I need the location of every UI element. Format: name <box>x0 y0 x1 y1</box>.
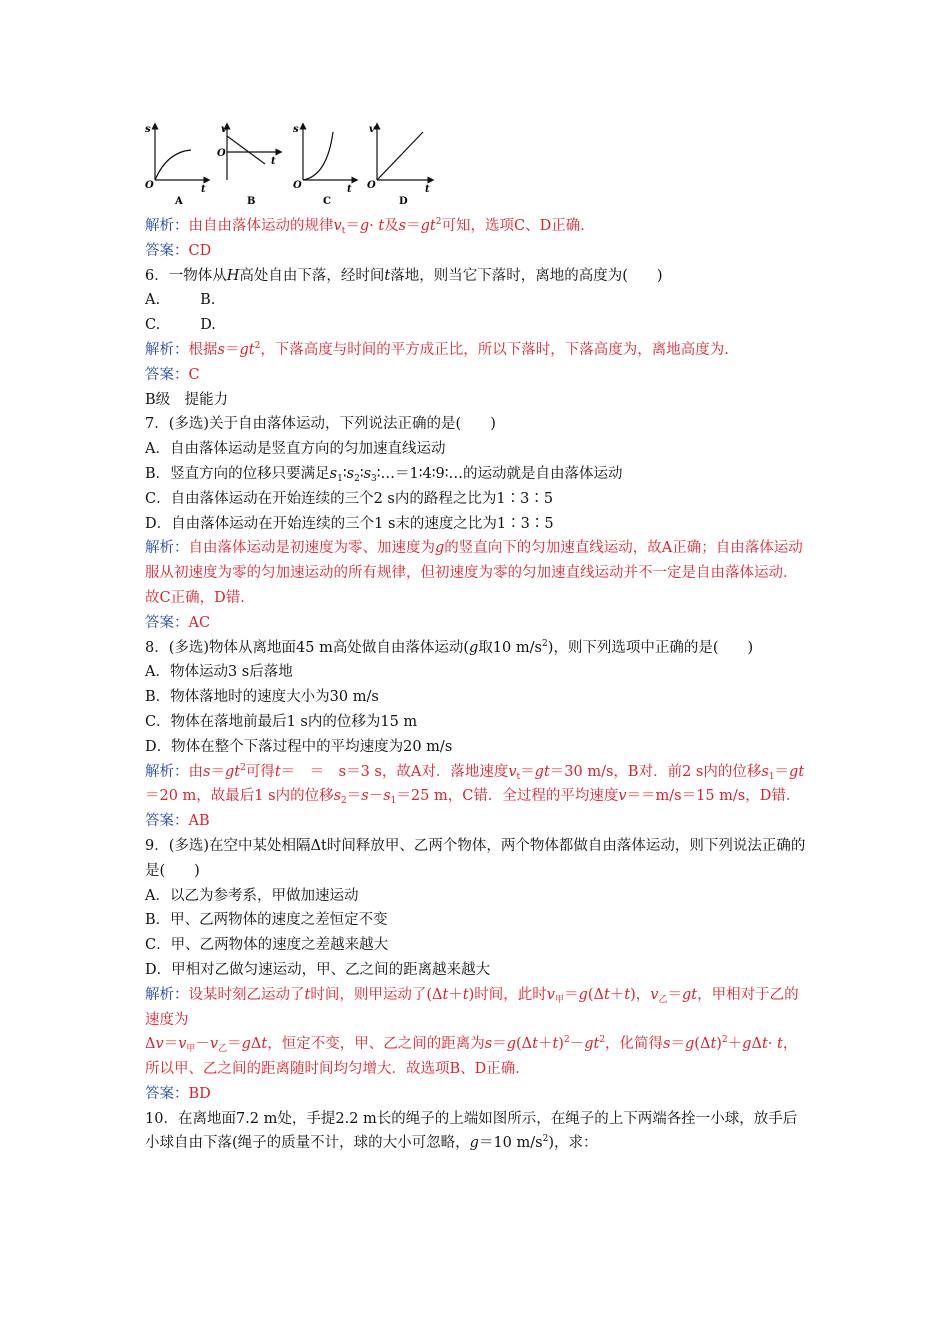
eq-sign: ＝ <box>224 341 240 358</box>
var-s: s <box>329 465 338 482</box>
q7-option-d: D．自由落体运动在开始连续的三个1 s末的速度之比为1∶3∶5 <box>145 515 554 532</box>
graph-b <box>217 118 287 210</box>
q9-option-b: B．甲、乙两物体的速度之差恒定不变 <box>145 912 388 929</box>
var-v: v <box>333 218 342 234</box>
delta: Δ <box>751 1036 762 1053</box>
delta: Δ <box>145 1036 156 1053</box>
var-g: g <box>241 1036 251 1053</box>
var-g: g <box>742 1036 752 1053</box>
q7-option-b <box>145 462 810 487</box>
var-t: t <box>552 1036 559 1053</box>
var-t: t <box>261 1036 268 1053</box>
q7-answer <box>145 611 810 636</box>
var-s: s <box>203 763 211 780</box>
q9-b12: ，化简得 <box>605 1036 664 1053</box>
eq-sign: ＝ <box>520 763 535 780</box>
sub-t: t <box>516 771 521 782</box>
q9-a1: 设某时刻乙运动了 <box>188 986 305 1003</box>
q8-stem <box>145 636 810 661</box>
answer-label: 答案： <box>145 366 189 383</box>
var-t: t <box>532 1036 538 1053</box>
var-s: s <box>217 341 225 358</box>
sup-2: 2 <box>240 762 246 773</box>
q6-stem-3: 落地，则当它下落时，离地的高度为 <box>390 267 623 284</box>
sub-jia: 甲 <box>186 1044 196 1055</box>
paren: ) <box>558 1036 564 1053</box>
q8-option-a: A．物体运动3 s后落地 <box>145 664 293 681</box>
sup-2: 2 <box>721 1035 728 1046</box>
var-t: t <box>429 218 436 234</box>
var-t: t <box>603 986 610 1003</box>
var-s: s <box>663 1036 671 1053</box>
var-t: t <box>234 763 241 780</box>
graph-d-origin: O <box>367 180 376 191</box>
graph-row <box>145 118 810 210</box>
sup-2: 2 <box>563 1035 570 1046</box>
q5-analysis <box>145 214 810 239</box>
analysis-label: 解析： <box>145 540 189 557</box>
sub-2: 2 <box>354 473 360 484</box>
q8-a6: ＝30 m/s，B对．前2 s内的位移 <box>549 763 762 780</box>
var-s: s <box>363 465 372 482</box>
q7-option-b-1: B．竖直方向的位移只要满足 <box>145 465 330 482</box>
q5-answer <box>145 239 810 264</box>
sup-2: 2 <box>542 1134 549 1145</box>
dot: · <box>767 1036 777 1053</box>
q6-analysis <box>145 338 810 363</box>
sub-yi: 乙 <box>658 994 668 1005</box>
graph-c-ylabel: s <box>293 124 299 135</box>
sub-3: 3 <box>371 473 377 484</box>
q9-option-a: A．以乙为参考系，甲做加速运动 <box>145 887 359 904</box>
plus-sign: ＋ <box>727 1036 743 1053</box>
eq-sign: ＝ <box>670 1036 685 1053</box>
q8-answer-value: AB <box>188 813 210 830</box>
q5-and: 及 <box>384 218 399 234</box>
var-t: t <box>274 763 281 780</box>
var-s: s <box>333 788 342 805</box>
q9-b8: (Δ <box>515 1036 533 1053</box>
q9-option-d: D．甲相对乙做匀速运动，甲、乙之间的距离越来越大 <box>145 961 491 978</box>
q9-b19: ，所以甲、乙之间的距离随时间均匀增大．故选项B、D正确． <box>145 1036 798 1078</box>
answer-label: 答案： <box>145 242 189 259</box>
q6-option-d: D. <box>200 317 216 334</box>
var-t: t <box>691 986 698 1003</box>
var-t: t <box>248 341 255 358</box>
q6-answer-value: C <box>188 366 200 383</box>
var-t: t <box>378 218 385 234</box>
var-t: t <box>624 986 631 1003</box>
var-g: g <box>578 986 588 1003</box>
q10-stem-2: ＝10 m/s <box>478 1135 543 1152</box>
var-s: s <box>346 465 355 482</box>
var-t: t <box>798 763 805 780</box>
var-t: t <box>777 1036 783 1053</box>
sub-2: 2 <box>341 796 347 807</box>
q8-option-d: D．物体在整个下落过程中的平均速度为20 m/s <box>145 738 453 755</box>
var-t: t <box>462 986 469 1003</box>
plus-sign: ＋ <box>609 986 625 1003</box>
analysis-label: 解析： <box>145 986 189 1003</box>
q9-a4: )时间，此时 <box>468 986 547 1003</box>
ratio-colon: ∶ <box>342 465 347 482</box>
q8-a11: ＝25 m，C错．全过程的平均速度 <box>396 788 619 805</box>
graph-d-letter: D <box>399 196 408 207</box>
analysis-label: 解析： <box>145 218 189 234</box>
answer-label: 答案： <box>145 1085 189 1102</box>
var-v: v <box>178 1036 187 1053</box>
plus-sign: ＋ <box>448 986 463 1003</box>
q8-stem-1: 8．(多选)物体从离地面45 m高处做自由落体运动( <box>145 639 470 656</box>
graph-b-letter: B <box>247 196 256 207</box>
q6-options-cd <box>145 313 810 338</box>
ratio-colon: ∶ <box>359 465 364 482</box>
sub-t: t <box>341 226 346 236</box>
q9-a6: (Δ <box>587 986 604 1003</box>
sub-jia: 甲 <box>555 994 565 1005</box>
var-v: v <box>155 1036 164 1053</box>
graph-c-letter: C <box>323 196 331 207</box>
dot: · <box>369 218 379 234</box>
sup-2: 2 <box>599 1035 606 1046</box>
sub-1: 1 <box>337 473 343 484</box>
answer-label: 答案： <box>145 614 189 631</box>
var-t: t <box>593 1036 600 1053</box>
eq-sign: ＝ <box>492 1036 507 1053</box>
analysis-label: 解析： <box>145 341 189 358</box>
var-g: g <box>469 639 479 656</box>
var-g: g <box>682 986 692 1003</box>
q8-a1: 由 <box>188 763 203 780</box>
plus-sign: ＋ <box>537 1036 553 1053</box>
graph-c-xlabel: t <box>347 184 352 195</box>
q6-analysis-1: 根据 <box>188 341 218 358</box>
q8-a3: 可得 <box>245 763 275 780</box>
sup-2: 2 <box>541 638 548 649</box>
q9-a2: 时间，则甲运动了(Δ <box>310 986 443 1003</box>
q6-answer <box>145 363 810 388</box>
var-t: t <box>710 1036 717 1053</box>
var-g: g <box>534 763 544 780</box>
q8-a8: ＝20 m，故最后1 s内的位移 <box>145 788 334 805</box>
q6-options-ab <box>145 288 810 313</box>
q6-stem-1: 6．一物体从 <box>145 267 227 284</box>
delta: Δ <box>250 1036 262 1053</box>
var-t: t <box>761 1036 768 1053</box>
eq-sign: ＝ <box>774 763 790 780</box>
q7-analysis-1: 自由落体运动是初速度为零、加速度为 <box>188 540 435 557</box>
var-g: g <box>239 341 249 358</box>
q9-answer-value: BD <box>188 1085 211 1102</box>
q10-stem-1: 10．在离地面7.2 m处，手提2.2 m长的绳子的上端如图所示，在绳子的上下两端各拴一小球，放手后小球自由下落(绳子的质量不计，球的大小可忽略， <box>145 1110 798 1152</box>
eq-sign: ＝ <box>564 986 579 1003</box>
q7-option-b-2: ∶…＝1∶4∶9∶…的运动就是自由落体运动 <box>376 465 623 482</box>
graph-c <box>293 118 363 210</box>
q5-analysis-end: 可知，选项C、D正确． <box>441 218 595 234</box>
sup-2: 2 <box>254 340 261 351</box>
var-g: g <box>506 1036 516 1053</box>
q8-answer <box>145 809 810 834</box>
q8-stem-2: 取10 m/s <box>478 639 542 656</box>
q7-option-c: C．自由落体运动在开始连续的三个2 s内的路程之比为1∶3∶5 <box>145 490 554 507</box>
q8-analysis <box>145 760 810 810</box>
eq-sign: ＝ <box>345 218 360 234</box>
var-g: g <box>469 1135 479 1152</box>
q9-a10: ，甲相对于乙的速度为 <box>145 986 799 1028</box>
q7-analysis-2: 的竖直向下的匀加速直线运动，故A正确；自由落体运动服从初速度为零的匀加速运动的所有规律，但初速度为零的匀加速直线运动并不一定是自由落体运动．故C正确，D错． <box>145 540 803 606</box>
q5-answer-value: CD <box>188 242 212 259</box>
q5-analysis-text: 由自由落体运动的规律 <box>188 218 334 234</box>
q9-analysis <box>145 983 810 1033</box>
var-s: s <box>484 1036 493 1053</box>
q7-stem: 7．(多选)关于自由落体运动，下列说法正确的是( ) <box>145 416 496 433</box>
var-g: g <box>584 1036 594 1053</box>
var-v: v <box>209 1036 219 1053</box>
var-g: g <box>224 763 235 780</box>
sub-yi: 乙 <box>218 1044 228 1055</box>
var-v: v <box>618 788 627 805</box>
q9-b14: (Δ <box>694 1036 711 1053</box>
q6-analysis-2: ，下落高度与时间的平方成正比，所以下落时，下落高度为，离地高度为. <box>260 341 729 358</box>
level-heading: B级 提能力 <box>145 391 229 408</box>
var-s: s <box>383 788 391 805</box>
q6-option-c: C. <box>145 317 161 334</box>
q6-stem-4: ( ) <box>622 267 663 284</box>
q6-stem <box>145 264 810 289</box>
q8-option-c: C．物体在落地前最后1 s内的位移为15 m <box>145 713 418 730</box>
analysis-label: 解析： <box>145 763 189 780</box>
var-g: g <box>420 218 430 234</box>
paren: ) <box>716 1036 722 1053</box>
q7-answer-value: AC <box>188 614 211 631</box>
q6-option-a: A. <box>145 292 161 309</box>
var-g: g <box>789 763 799 780</box>
answer-label: 答案： <box>145 813 189 830</box>
q10-stem <box>145 1107 810 1157</box>
q9-option-c: C．甲、乙两物体的速度之差越来越大 <box>145 937 389 954</box>
graph-b-ylabel: v <box>221 124 227 135</box>
graph-d <box>367 118 439 210</box>
sub-1: 1 <box>768 771 775 782</box>
eq-sign: ＝ <box>163 1036 179 1053</box>
q8-stem-3: )，则下列选项中正确的是( ) <box>547 639 754 656</box>
graph-a-xlabel: t <box>201 184 206 195</box>
graph-d-ylabel: v <box>369 124 375 135</box>
graph-b-xlabel: t <box>271 156 276 167</box>
graph-d-xlabel: t <box>425 184 430 195</box>
q7-option-a: A．自由落体运动是竖直方向的匀加速直线运动 <box>145 441 446 458</box>
sub-1: 1 <box>390 796 397 807</box>
q6-option-b: B. <box>200 292 216 309</box>
var-s: s <box>398 218 407 234</box>
minus-sign: － <box>368 788 384 805</box>
q7-analysis <box>145 536 810 610</box>
q8-option-b: B．物体落地时的速度大小为30 m/s <box>145 689 379 706</box>
var-t: t <box>304 986 311 1003</box>
graph-a-ylabel: s <box>145 124 151 135</box>
minus-sign: － <box>195 1036 210 1053</box>
eq-sign: ＝ <box>667 986 682 1003</box>
graph-a <box>145 118 223 210</box>
q6-stem-2: 高处自由下落，经时间 <box>239 267 385 284</box>
graph-c-origin: O <box>293 180 302 191</box>
var-H: H <box>226 267 240 284</box>
var-v: v <box>508 763 517 780</box>
q9-analysis-cont <box>145 1032 810 1082</box>
sup-2: 2 <box>435 217 442 227</box>
minus-sign: － <box>569 1036 585 1053</box>
q8-a12: ＝＝m/s＝15 m/s，D错． <box>626 788 801 805</box>
var-s: s <box>361 788 369 805</box>
q9-a8: )， <box>630 986 651 1003</box>
var-t: t <box>384 267 391 284</box>
var-g: g <box>359 218 370 234</box>
q8-a4: ＝ ＝ s＝3 s，故A对．落地速度 <box>280 763 509 780</box>
var-s: s <box>761 763 769 780</box>
var-t: t <box>442 986 449 1003</box>
graph-a-letter: A <box>175 196 183 207</box>
graph-b-origin: O <box>217 148 226 159</box>
var-v: v <box>650 986 659 1003</box>
var-g: g <box>435 540 445 557</box>
var-v: v <box>546 986 555 1003</box>
var-g: g <box>685 1036 695 1053</box>
eq-sign: ＝ <box>210 763 225 780</box>
eq-sign: ＝ <box>406 218 421 234</box>
q9-answer <box>145 1082 810 1107</box>
var-t: t <box>543 763 550 780</box>
q10-stem-3: )，求： <box>548 1135 598 1152</box>
eq-sign: ＝ <box>227 1036 242 1053</box>
graph-a-origin: O <box>145 180 154 191</box>
q9-b6: ，恒定不变，甲、乙之间的距离为 <box>267 1036 485 1053</box>
eq-sign: ＝ <box>346 788 362 805</box>
q9-stem: 9．(多选)在空中某处相隔Δt时间释放甲、乙两个物体，两个物体都做自由落体运动，则下列说法正确的是( ) <box>145 837 806 879</box>
